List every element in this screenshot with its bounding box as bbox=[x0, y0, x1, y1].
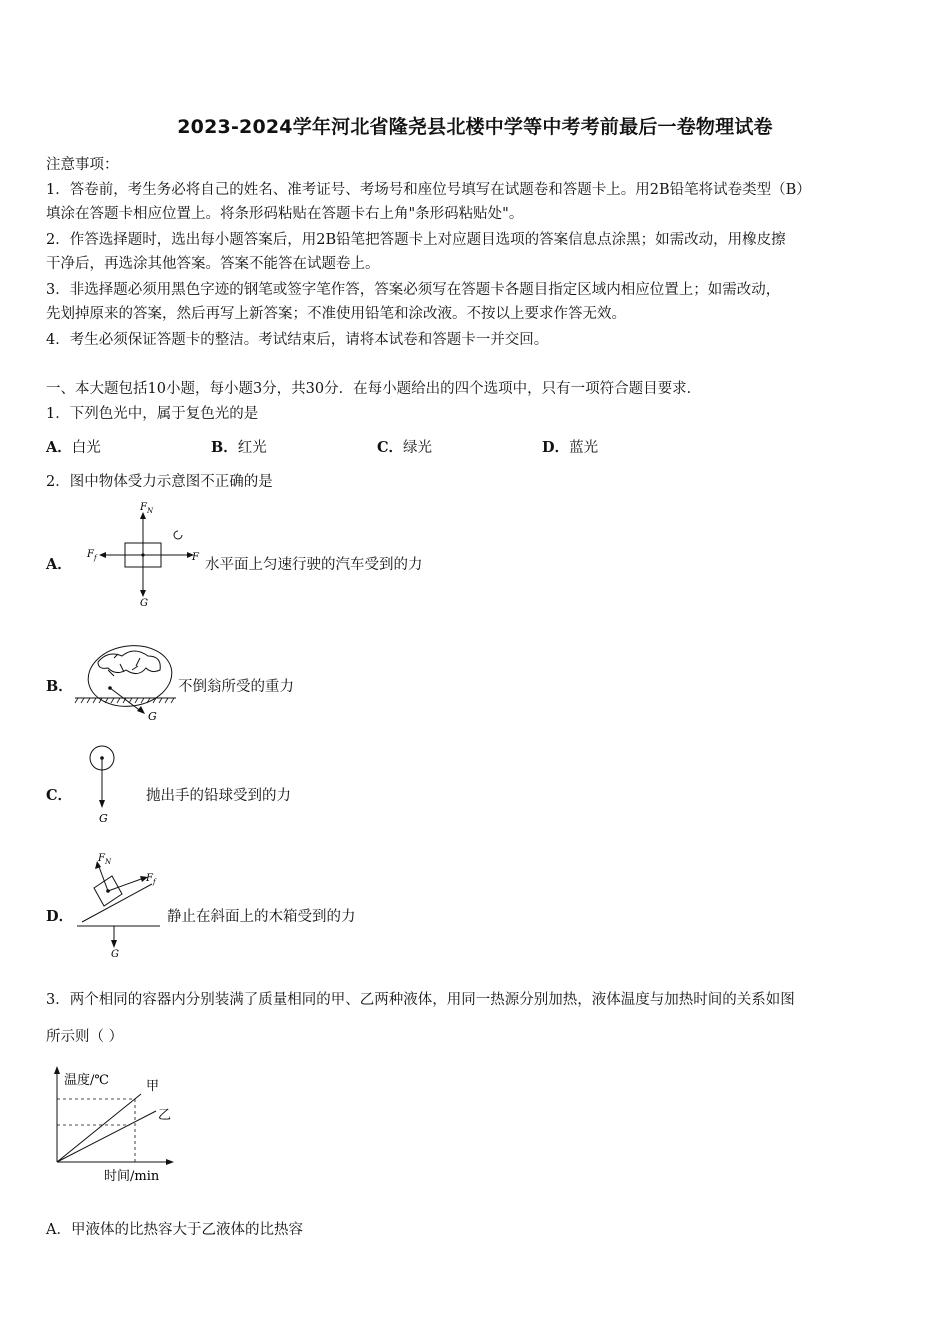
option-text: 绿光 bbox=[403, 440, 433, 456]
q1-option-d bbox=[542, 436, 598, 457]
y-axis-label: 温度/℃ bbox=[64, 1073, 109, 1088]
tumbler-pattern bbox=[108, 654, 140, 676]
option-label: C． bbox=[377, 439, 404, 456]
q2-option-c-label: C． bbox=[46, 787, 73, 804]
q2-option-b-text: 不倒翁所受的重力 bbox=[178, 679, 294, 695]
q1-option-b bbox=[211, 436, 267, 457]
line-yi bbox=[57, 1111, 156, 1162]
q1-option-a bbox=[46, 436, 101, 457]
incline-box-diagram bbox=[72, 848, 167, 960]
option-text: 红光 bbox=[237, 440, 267, 456]
line-jia-label: 甲 bbox=[146, 1079, 160, 1094]
q2-option-c-text: 抛出手的铅球受到的力 bbox=[146, 788, 291, 804]
q3-option-a: A．甲液体的比热容大于乙液体的比热容 bbox=[46, 1222, 303, 1238]
q2-option-a-text: 水平面上匀速行驶的汽车受到的力 bbox=[205, 557, 423, 573]
notice-line: 填涂在答题卡相应位置上。将条形码粘贴在答题卡右上角"条形码粘贴处"。 bbox=[46, 206, 524, 222]
temperature-time-graph bbox=[40, 1062, 190, 1187]
question-1-stem: 1．下列色光中，属于复色光的是 bbox=[46, 406, 259, 422]
label-fn: $F_N$ bbox=[98, 853, 112, 866]
question-3-stem-line2: 所示则（ ） bbox=[46, 1029, 124, 1045]
label-g: G bbox=[99, 812, 108, 825]
notice-heading: 注意事项： bbox=[46, 157, 119, 173]
notice-line: 干净后，再选涂其他答案。答案不能答在试题卷上。 bbox=[46, 256, 380, 272]
incline-surface bbox=[82, 884, 152, 922]
notice-line: 1．答卷前，考生务必将自己的姓名、准考证号、考场号和座位号填写在试题卷和答题卡上。用2B铅笔将试卷类型（B） bbox=[46, 182, 811, 198]
q2-option-d-text: 静止在斜面上的木箱受到的力 bbox=[167, 909, 356, 925]
label-ff: $F_f$ bbox=[146, 873, 156, 886]
option-text: 蓝光 bbox=[569, 440, 599, 456]
q2-option-a-label: A． bbox=[46, 556, 72, 573]
option-label: D． bbox=[542, 439, 570, 456]
label-g: G bbox=[148, 710, 157, 723]
notice-line: 4．考生必须保证答题卡的整洁。考试结束后，请将本试卷和答题卡一并交回。 bbox=[46, 332, 549, 348]
question-2-stem: 2．图中物体受力示意图不正确的是 bbox=[46, 474, 273, 490]
q2-option-d-label: D． bbox=[46, 908, 74, 925]
label-ff: $F_f$ bbox=[87, 549, 97, 562]
section-heading: 一、本大题包括10小题，每小题3分，共30分．在每小题给出的四个选项中，只有一项符合题目要求． bbox=[46, 381, 702, 397]
normal-force-arrow bbox=[98, 864, 108, 891]
option-label: B． bbox=[211, 439, 238, 456]
line-yi-label: 乙 bbox=[158, 1108, 172, 1123]
q1-option-c bbox=[377, 436, 432, 457]
q2-option-b-label: B． bbox=[46, 678, 73, 695]
label-g: G bbox=[111, 949, 119, 960]
tumbler-face bbox=[98, 651, 160, 674]
friction-arrow bbox=[108, 878, 144, 891]
x-axis-label: 时间/min bbox=[104, 1169, 160, 1184]
notice-line: 2．作答选择题时，选出每小题答案后，用2B铅笔把答题卡上对应题目选项的答案信息点涂黑；如需改动，用橡皮擦 bbox=[46, 232, 786, 248]
line-jia bbox=[57, 1094, 141, 1162]
notice-line: 3．非选择题必须用黑色字迹的钢笔或签字笔作答，答案必须写在答题卡各题目指定区域内相应位置上；如需改动， bbox=[46, 282, 781, 298]
car-force-diagram bbox=[80, 498, 210, 613]
direction-mark bbox=[174, 531, 182, 539]
label-fn: $F_N$ bbox=[140, 502, 154, 515]
question-3-stem-line1: 3．两个相同的容器内分别装满了质量相同的甲、乙两种液体，用同一热源分别加热，液体温度与加热时间的关系如图 bbox=[46, 992, 795, 1008]
tumbler-diagram bbox=[70, 640, 180, 725]
label-g: G bbox=[140, 598, 148, 609]
option-text: 白光 bbox=[71, 440, 101, 456]
label-f: F bbox=[192, 552, 199, 563]
notice-line: 先划掉原来的答案，然后再写上新答案；不准使用铅笔和涂改液。不按以上要求作答无效。 bbox=[46, 306, 626, 322]
option-label: A． bbox=[46, 439, 72, 456]
shot-put-diagram bbox=[85, 742, 125, 827]
page-title: 2023-2024学年河北省隆尧县北楼中学等中考考前最后一卷物理试卷 bbox=[177, 116, 773, 138]
